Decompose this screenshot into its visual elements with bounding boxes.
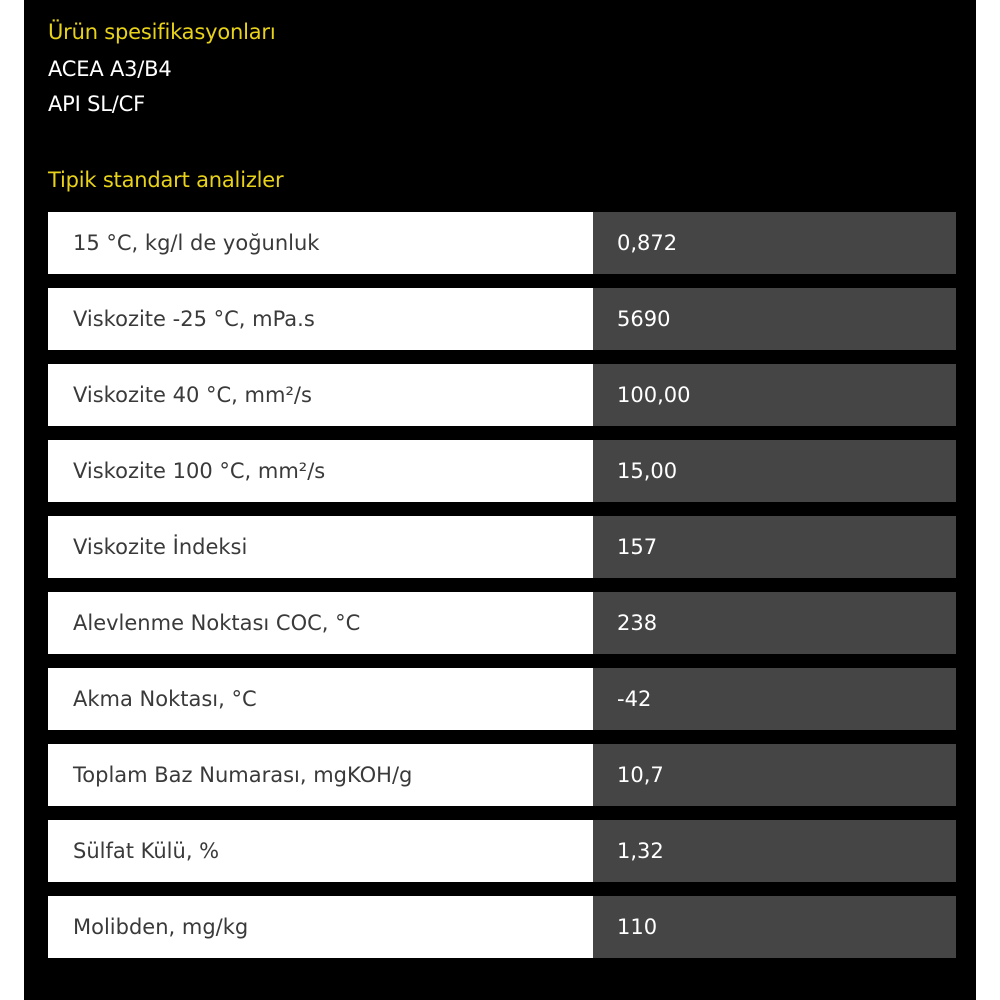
row-label: Viskozite 100 °C, mm²/s [48,440,593,502]
row-label: Molibden, mg/kg [48,896,593,958]
spec-item-api: API SL/CF [48,92,145,116]
row-value: 0,872 [593,212,956,274]
table-row [48,896,956,958]
table-row [48,212,956,274]
row-label: 15 °C, kg/l de yoğunluk [48,212,593,274]
spec-item-acea: ACEA A3/B4 [48,57,172,81]
table-row [48,288,956,350]
row-value: 15,00 [593,440,956,502]
table-row [48,364,956,426]
row-value: 100,00 [593,364,956,426]
row-value: 10,7 [593,744,956,806]
row-value: 157 [593,516,956,578]
product-info-panel [24,0,976,1000]
row-value: -42 [593,668,956,730]
table-row [48,592,956,654]
row-label: Viskozite 40 °C, mm²/s [48,364,593,426]
row-label: Sülfat Külü, % [48,820,593,882]
row-value: 1,32 [593,820,956,882]
table-row [48,440,956,502]
table-row [48,820,956,882]
row-label: Alevlenme Noktası COC, °C [48,592,593,654]
table-row [48,516,956,578]
typical-analyses-heading: Tipik standart analizler [48,168,284,192]
row-label: Viskozite İndeksi [48,516,593,578]
product-specs-heading: Ürün spesifikasyonları [48,20,276,44]
row-label: Viskozite -25 °C, mPa.s [48,288,593,350]
table-row [48,744,956,806]
row-value: 5690 [593,288,956,350]
row-value: 238 [593,592,956,654]
row-label: Toplam Baz Numarası, mgKOH/g [48,744,593,806]
analyses-table [48,212,956,958]
row-label: Akma Noktası, °C [48,668,593,730]
table-row [48,668,956,730]
row-value: 110 [593,896,956,958]
